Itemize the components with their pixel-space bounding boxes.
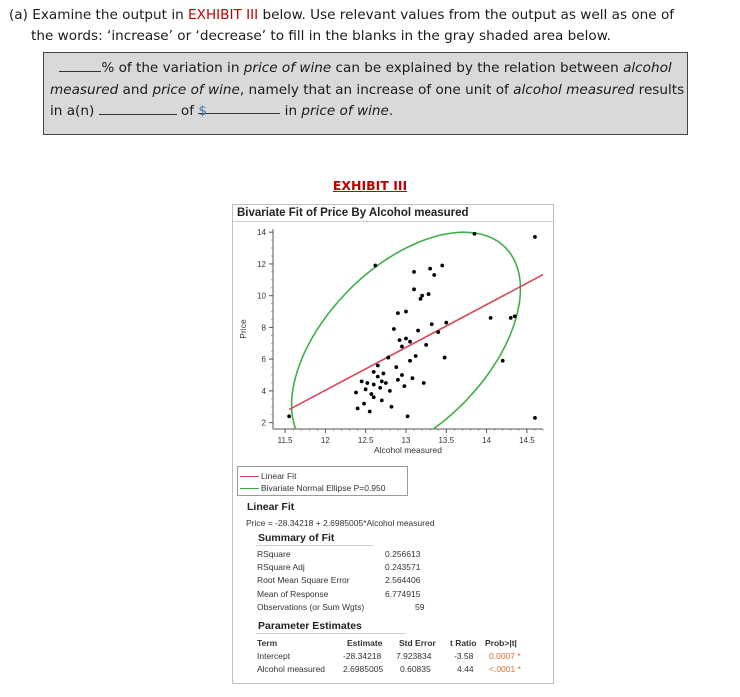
data-point (356, 406, 360, 410)
y-tick-label: 4 (261, 386, 266, 396)
data-point (400, 373, 404, 377)
y-tick-label: 8 (261, 323, 266, 333)
data-point (473, 232, 477, 236)
param-header-row (257, 637, 547, 650)
ellipse-swatch (240, 488, 259, 489)
data-point (368, 410, 372, 414)
data-point (364, 387, 368, 391)
data-point (394, 365, 398, 369)
param-row (257, 650, 547, 663)
fill-text-italic: alcohol (623, 60, 672, 76)
fill-line-2 (50, 80, 685, 102)
data-point (386, 356, 390, 360)
data-point (513, 314, 517, 318)
stat-value: 0.243571 (385, 562, 421, 573)
data-point (369, 392, 373, 396)
col-header-std-error: Std Error (399, 638, 436, 648)
data-point (436, 330, 440, 334)
param-estimate: 2.6985005 (343, 664, 384, 674)
stat-row (257, 561, 437, 574)
data-point (422, 381, 426, 385)
stat-label: Root Mean Square Error (257, 575, 350, 586)
exhibit-title: EXHIBIT III (332, 178, 408, 193)
blank-dollar-amount[interactable] (198, 101, 280, 119)
col-header-term: Term (257, 638, 278, 648)
x-axis-label: Alcohol measured (373, 445, 443, 455)
fit-line-swatch (240, 476, 259, 477)
parameter-estimates-title: Parameter Estimates (256, 620, 406, 634)
x-tick-label: 12.5 (357, 436, 374, 445)
x-tick-label: 13 (401, 436, 411, 445)
param-estimate: -28.34218 (343, 651, 382, 661)
linear-fit-title: Linear Fit (247, 501, 295, 513)
fit-equation: Price = -28.34218 + 2.6985005*Alcohol measured (246, 518, 435, 528)
data-point (533, 235, 537, 239)
data-point (424, 343, 428, 347)
data-point (444, 321, 448, 325)
stat-label: Observations (or Sum Wgts) (257, 601, 365, 612)
blank-direction[interactable] (99, 102, 177, 115)
legend-label: Bivariate Normal Ellipse P=0.950 (261, 483, 386, 493)
data-point (380, 399, 384, 403)
data-point (411, 376, 415, 380)
data-point (408, 340, 412, 344)
y-axis-label: Price (238, 319, 248, 339)
stat-value: 0.256613 (385, 549, 421, 559)
data-point (406, 414, 410, 418)
param-prob: 0.0007 * (489, 651, 521, 661)
parameter-estimates-table (257, 637, 547, 676)
data-point (392, 327, 396, 331)
legend-item-ellipse (240, 482, 386, 494)
fill-text: , namely that an increase of one unit of (239, 81, 514, 98)
data-point (354, 391, 358, 395)
data-point (396, 311, 400, 315)
data-point (372, 383, 376, 387)
param-term: Alcohol measured (257, 664, 326, 674)
y-tick-label: 14 (257, 228, 266, 238)
param-t-ratio: 4.44 (457, 664, 474, 674)
fill-text-italic: price of wine (301, 103, 389, 119)
data-point (509, 316, 513, 320)
stat-row (257, 548, 437, 561)
fill-text: can be explained by the relation between (331, 60, 624, 76)
data-point (384, 381, 388, 385)
data-point (416, 329, 420, 333)
col-header-t-ratio: t Ratio (450, 638, 477, 648)
y-tick-label: 12 (257, 259, 266, 269)
data-point (420, 294, 424, 298)
data-point (382, 372, 386, 376)
fill-text: results (634, 81, 685, 98)
data-point (360, 379, 364, 383)
data-point (372, 370, 376, 374)
fill-text: and (118, 81, 153, 98)
fill-text-italic: alcohol measured (513, 81, 635, 98)
data-point (287, 414, 291, 418)
data-point (414, 354, 418, 358)
scatter-chart (232, 221, 554, 466)
stat-label: RSquare (257, 549, 291, 559)
fill-text: in (280, 103, 302, 119)
param-std-error: 0.60835 (400, 664, 431, 674)
data-point (430, 322, 434, 326)
param-t-ratio: -3.58 (454, 651, 474, 661)
data-point (365, 381, 369, 385)
data-point (396, 378, 400, 382)
legend-item-fit (240, 470, 296, 482)
x-tick-label: 14 (482, 436, 492, 445)
x-tick-label: 14.5 (519, 436, 535, 445)
data-point (412, 287, 416, 291)
data-point (372, 395, 376, 399)
stat-value: 2.564406 (385, 575, 421, 586)
dollar-sign: $ (198, 103, 207, 119)
stat-row (257, 574, 437, 587)
data-point (388, 389, 392, 393)
data-point (378, 386, 382, 390)
blank-percent[interactable] (59, 59, 101, 72)
data-point (489, 316, 493, 320)
data-point (404, 337, 408, 341)
stat-label: RSquare Adj (257, 562, 305, 573)
fill-text: . (388, 103, 394, 119)
data-point (501, 359, 505, 363)
stat-value: 59 (415, 601, 425, 612)
data-point (404, 310, 408, 314)
question-line1-end: below. Use relevant values from the output as well as one of (258, 7, 675, 23)
summary-of-fit-table (257, 548, 437, 614)
data-point (427, 292, 431, 296)
y-tick-label: 10 (257, 291, 266, 301)
stat-label: Mean of Response (257, 588, 329, 599)
fill-text: in a(n) (50, 103, 99, 119)
param-std-error: 7.923834 (396, 651, 432, 661)
x-tick-label: 12 (320, 436, 330, 445)
fill-line-3 (50, 101, 681, 123)
question-line-1 (9, 5, 729, 26)
x-tick-label: 11.5 (277, 436, 293, 445)
data-point (428, 267, 432, 271)
param-term: Intercept (257, 651, 291, 661)
y-tick-label: 2 (261, 418, 266, 428)
exhibit-reference: EXHIBIT III (188, 7, 259, 23)
data-point (400, 345, 404, 349)
data-point (373, 264, 377, 268)
data-point (432, 273, 436, 277)
question-text (9, 5, 729, 47)
x-tick-label: 13.5 (438, 436, 455, 445)
fill-text-italic: price of wine (152, 81, 240, 98)
data-point (402, 384, 406, 388)
stat-row (257, 601, 437, 614)
linear-fit-line (289, 275, 543, 410)
param-row (257, 663, 547, 676)
col-header-prob: Prob>|t| (485, 638, 517, 648)
question-label: (a) (9, 7, 28, 23)
fill-text-italic: measured (50, 81, 119, 98)
y-tick-label: 6 (261, 355, 266, 365)
data-point (440, 264, 444, 268)
col-header-estimate: Estimate (347, 638, 383, 648)
data-point (398, 338, 402, 342)
question-line1-start: Examine the output in (27, 7, 189, 23)
data-point (376, 364, 380, 368)
fill-line-1 (50, 58, 681, 80)
panel-title: Bivariate Fit of Price By Alcohol measured (233, 205, 553, 222)
stat-value: 6.774915 (385, 588, 421, 599)
data-point (376, 375, 380, 379)
param-prob: <.0001 * (489, 664, 521, 674)
data-point (443, 356, 447, 360)
fill-in-box (43, 52, 688, 135)
data-point (362, 402, 366, 406)
legend (237, 466, 408, 496)
question-line-2: the words: ‘increase’ or ‘decrease’ to fill in the blanks in the gray shaded area below. (31, 28, 611, 44)
fill-text: % of the variation in (101, 60, 244, 76)
data-point (412, 270, 416, 274)
data-point (380, 379, 384, 383)
stat-row (257, 588, 437, 601)
data-point (408, 359, 412, 363)
fill-text-italic: price of wine (243, 60, 332, 76)
data-point (533, 416, 537, 420)
summary-of-fit-title: Summary of Fit (256, 532, 373, 546)
data-point (390, 405, 394, 409)
fill-text: of (176, 103, 199, 119)
legend-label: Linear Fit (261, 471, 297, 481)
plot-layer (238, 228, 543, 461)
